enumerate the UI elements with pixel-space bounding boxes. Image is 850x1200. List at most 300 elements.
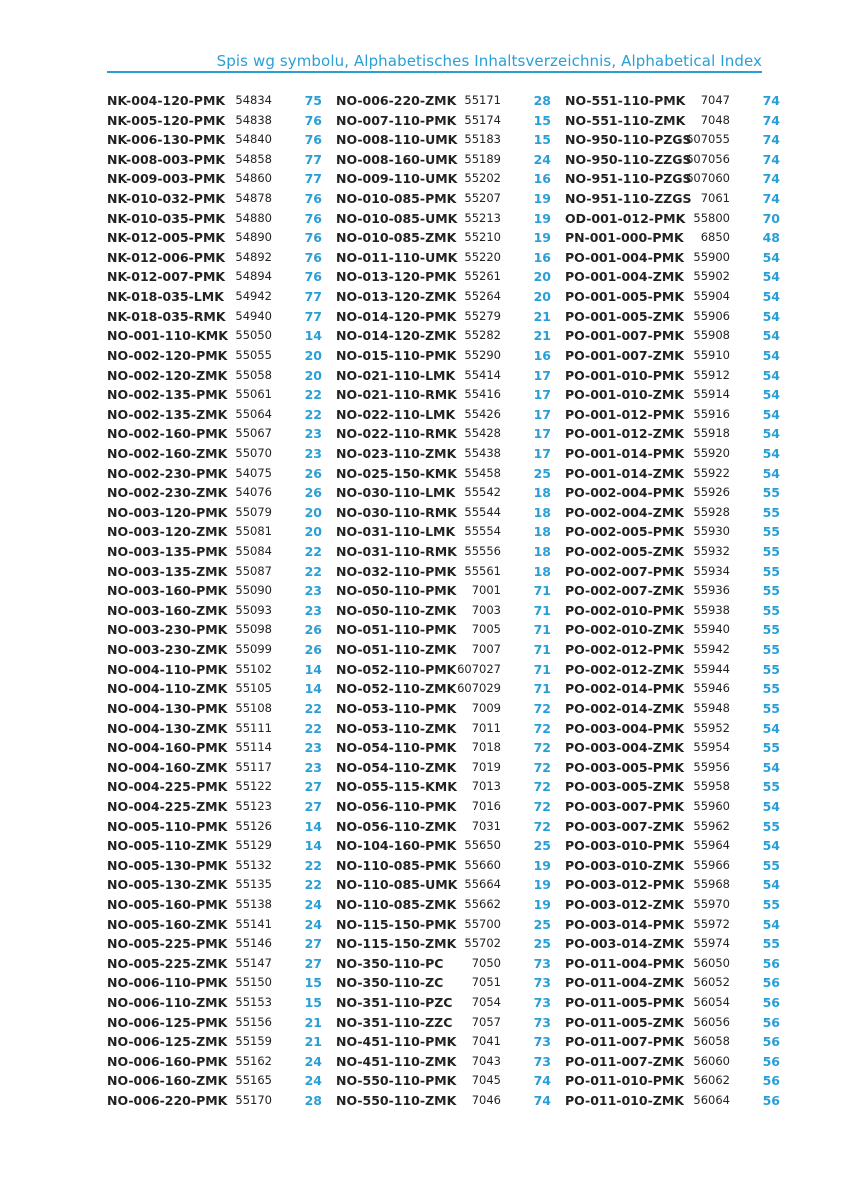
index-row [336,856,551,876]
product-symbol: PO-011-004-PMK [565,955,685,971]
index-row [336,326,551,346]
catalog-number: 54892 [235,249,272,264]
catalog-number: 55948 [693,700,730,715]
product-symbol: NO-350-110-PC [336,955,444,971]
page-number: 24 [533,151,551,167]
page-number: 77 [304,289,322,305]
catalog-number: 55902 [693,269,730,284]
page-number: 72 [533,700,551,716]
catalog-number: 55912 [693,367,730,382]
index-row [336,758,551,778]
product-symbol: NK-012-005-PMK [107,230,226,246]
page-number: 17 [533,387,551,403]
index-row [565,679,780,699]
index-row [565,875,780,895]
catalog-number: 55972 [693,916,730,931]
index-row [107,954,322,974]
product-symbol: NO-013-120-PMK [336,269,457,285]
page-number: 56 [762,975,780,991]
index-row [336,366,551,386]
page-number: 26 [304,465,322,481]
catalog-number: 55952 [693,720,730,735]
catalog-number: 55974 [693,936,730,951]
index-row [107,522,322,542]
product-symbol: NO-002-160-PMK [107,426,228,442]
index-row [107,1071,322,1091]
catalog-number: 55102 [235,661,272,676]
page-number: 21 [533,308,551,324]
page-number: 23 [304,759,322,775]
product-symbol: PO-011-005-PMK [565,995,685,1011]
page-number: 54 [762,445,780,461]
page-number: 71 [533,622,551,638]
index-row [107,817,322,837]
page-number: 56 [762,1093,780,1109]
catalog-number: 55207 [464,191,501,206]
catalog-number: 54940 [235,308,272,323]
index-row [336,875,551,895]
index-row [107,248,322,268]
page-number: 22 [304,544,322,560]
index-row [107,1032,322,1052]
page-number: 15 [533,132,551,148]
product-symbol: NO-003-120-ZMK [107,524,228,540]
index-row [565,366,780,386]
product-symbol: NK-009-003-PMK [107,171,226,187]
page-number: 19 [533,230,551,246]
catalog-number: 7054 [471,995,501,1010]
page-number: 21 [304,1014,322,1030]
catalog-number: 55220 [464,249,501,264]
catalog-number: 55908 [693,328,730,343]
catalog-number: 7046 [471,1093,501,1108]
product-symbol: NO-030-110-RMK [336,504,457,520]
page-number: 22 [304,720,322,736]
index-row [107,679,322,699]
catalog-number: 55438 [464,445,501,460]
page-number: 27 [304,779,322,795]
product-symbol: NO-006-110-ZMK [107,995,228,1011]
product-symbol: NO-003-135-ZMK [107,563,228,579]
page-number: 55 [762,602,780,618]
catalog-number: 55290 [464,347,501,362]
product-symbol: NO-951-110-PZGS [565,171,692,187]
page-number: 17 [533,406,551,422]
page-number: 27 [304,798,322,814]
catalog-number: 55561 [464,563,501,578]
product-symbol: NO-054-110-PMK [336,740,457,756]
index-row [336,424,551,444]
product-symbol: NO-021-110-RMK [336,387,457,403]
catalog-number: 56058 [693,1034,730,1049]
catalog-number: 55936 [693,583,730,598]
product-symbol: PO-002-004-PMK [565,485,685,501]
catalog-number: 56064 [693,1093,730,1108]
page-number: 28 [533,93,551,108]
index-row [565,934,780,954]
product-symbol: NO-055-115-KMK [336,779,457,795]
catalog-number: 54860 [235,171,272,186]
page-number: 74 [762,132,780,148]
catalog-number: 7045 [471,1073,501,1088]
page-number: 73 [533,995,551,1011]
product-symbol: NO-002-135-ZMK [107,406,228,422]
page-number: 54 [762,387,780,403]
page-number: 73 [533,955,551,971]
product-symbol: PO-002-010-ZMK [565,622,684,638]
page-number: 55 [762,504,780,520]
catalog-number: 55954 [693,740,730,755]
page-number: 14 [304,328,322,344]
index-row [336,679,551,699]
page-number: 54 [762,465,780,481]
index-row [565,954,780,974]
index-row [336,542,551,562]
page-number: 24 [304,896,322,912]
page-number: 76 [304,132,322,148]
catalog-number: 607060 [686,171,730,186]
product-symbol: NO-950-110-PZGS [565,132,692,148]
page-number: 55 [762,779,780,795]
page-number: 72 [533,818,551,834]
index-row [336,503,551,523]
product-symbol: NO-002-230-ZMK [107,485,228,501]
index-row [107,91,322,111]
index-row [107,287,322,307]
page-number: 76 [304,210,322,226]
catalog-number: 55700 [464,916,501,931]
page-number: 25 [533,838,551,854]
catalog-number: 55542 [464,485,501,500]
index-row [336,934,551,954]
catalog-number: 55426 [464,406,501,421]
catalog-number: 55932 [693,544,730,559]
catalog-number: 55150 [235,975,272,990]
page-number: 54 [762,916,780,932]
catalog-number: 55123 [235,798,272,813]
product-symbol: NK-018-035-LMK [107,289,224,305]
catalog-number: 56056 [693,1014,730,1029]
catalog-number: 54942 [235,289,272,304]
page-number: 22 [304,406,322,422]
product-symbol: NO-006-220-PMK [107,1093,228,1109]
product-symbol: NO-005-160-PMK [107,896,228,912]
catalog-number: 55904 [693,289,730,304]
product-symbol: NO-003-230-ZMK [107,642,228,658]
page-number: 22 [304,387,322,403]
page-number: 74 [533,1093,551,1109]
index-row [336,620,551,640]
catalog-number: 55544 [464,504,501,519]
index-row [565,719,780,739]
catalog-number: 55928 [693,504,730,519]
page-number: 22 [304,563,322,579]
page-number: 74 [762,171,780,187]
product-symbol: NO-021-110-LMK [336,367,456,383]
catalog-number: 55098 [235,622,272,637]
page-number: 19 [533,877,551,893]
catalog-number: 7018 [471,740,501,755]
page-number: 19 [533,210,551,226]
page-number: 76 [304,230,322,246]
catalog-number: 7031 [471,818,501,833]
catalog-number: 7043 [471,1053,501,1068]
product-symbol: PO-011-007-PMK [565,1034,685,1050]
catalog-number: 55942 [693,642,730,657]
page-number: 24 [304,1073,322,1089]
index-row [107,366,322,386]
index-row [565,699,780,719]
page-number: 24 [304,916,322,932]
catalog-number: 55165 [235,1073,272,1088]
index-row [107,758,322,778]
product-symbol: NO-551-110-ZMK [565,112,686,128]
catalog-number: 55079 [235,504,272,519]
index-row [107,797,322,817]
product-symbol: NO-451-110-PMK [336,1034,457,1050]
index-row [565,895,780,915]
catalog-number: 55135 [235,877,272,892]
index-row [107,424,322,444]
catalog-number: 7016 [471,798,501,813]
catalog-number: 55156 [235,1014,272,1029]
product-symbol: NO-015-110-PMK [336,347,457,363]
page-number: 54 [762,328,780,344]
catalog-number: 7009 [471,700,501,715]
index-row [565,1091,780,1111]
index-row [336,1091,551,1111]
page-number: 54 [762,347,780,363]
page-number: 18 [533,524,551,540]
catalog-number: 607029 [457,681,501,696]
product-symbol: NO-004-110-PMK [107,661,228,677]
index-row [565,483,780,503]
product-symbol: NO-551-110-PMK [565,93,686,108]
product-symbol: PO-003-004-PMK [565,720,685,736]
page-number: 20 [533,269,551,285]
product-symbol: PO-002-007-ZMK [565,583,684,599]
index-row [565,405,780,425]
index-row [565,581,780,601]
product-symbol: NO-002-135-PMK [107,387,228,403]
catalog-number: 55061 [235,387,272,402]
product-symbol: NO-050-110-PMK [336,583,457,599]
page-number: 22 [304,700,322,716]
index-row [336,228,551,248]
index-column-1 [107,91,322,1111]
index-row [107,601,322,621]
index-row [565,169,780,189]
page-number: 74 [762,191,780,207]
catalog-number: 55970 [693,896,730,911]
page-number: 14 [304,838,322,854]
catalog-number: 55416 [464,387,501,402]
index-row [336,346,551,366]
catalog-number: 55660 [464,857,501,872]
page-number: 20 [304,347,322,363]
page-number: 77 [304,151,322,167]
index-row [565,228,780,248]
catalog-number: 55141 [235,916,272,931]
index-row [107,405,322,425]
product-symbol: NO-014-120-ZMK [336,328,457,344]
index-row [107,562,322,582]
index-row [336,91,551,111]
product-symbol: PO-011-010-PMK [565,1073,685,1089]
page-number: 23 [304,583,322,599]
catalog-number: 55064 [235,406,272,421]
index-row [565,444,780,464]
page-number: 56 [762,955,780,971]
index-row [565,326,780,346]
index-row [107,209,322,229]
index-row [565,660,780,680]
index-row [336,562,551,582]
product-symbol: NO-003-120-PMK [107,504,228,520]
product-symbol: NO-550-110-PMK [336,1073,457,1089]
page-number: 76 [304,249,322,265]
page-number: 19 [533,857,551,873]
catalog-number: 55213 [464,210,501,225]
catalog-number: 55664 [464,877,501,892]
index-row [336,483,551,503]
product-symbol: NO-056-110-ZMK [336,818,457,834]
index-row [107,483,322,503]
catalog-number: 55414 [464,367,501,382]
catalog-number: 55132 [235,857,272,872]
index-row [336,287,551,307]
index-row [107,581,322,601]
product-symbol: PO-011-004-ZMK [565,975,684,991]
catalog-number: 55202 [464,171,501,186]
catalog-number: 55183 [464,132,501,147]
page-number: 16 [533,249,551,265]
index-row [107,934,322,954]
catalog-number: 55117 [235,759,272,774]
product-symbol: NO-011-110-UMK [336,249,458,265]
page-number: 18 [533,563,551,579]
product-symbol: PO-002-012-PMK [565,642,685,658]
product-symbol: PO-002-007-PMK [565,563,685,579]
catalog-number: 55174 [464,112,501,127]
catalog-number: 55105 [235,681,272,696]
product-symbol: NK-005-120-PMK [107,112,226,128]
page-number: 18 [533,485,551,501]
index-row [336,1032,551,1052]
product-symbol: NO-950-110-ZZGS [565,151,692,167]
index-row [336,640,551,660]
page-number: 72 [533,759,551,775]
page-number: 26 [304,642,322,658]
index-row [565,777,780,797]
catalog-number: 55934 [693,563,730,578]
index-row [107,895,322,915]
product-symbol: NK-018-035-RMK [107,308,226,324]
catalog-number: 55900 [693,249,730,264]
index-row [336,1052,551,1072]
catalog-number: 7011 [471,720,501,735]
page-number: 76 [304,191,322,207]
product-symbol: PO-003-012-ZMK [565,896,684,912]
page-number: 56 [762,1034,780,1050]
index-row [107,699,322,719]
page-number: 73 [533,1014,551,1030]
catalog-number: 55662 [464,896,501,911]
product-symbol: PO-003-014-PMK [565,916,685,932]
catalog-number: 55906 [693,308,730,323]
page-number: 76 [304,112,322,128]
page-number: 54 [762,720,780,736]
product-symbol: NK-010-035-PMK [107,210,226,226]
page-number: 71 [533,642,551,658]
index-row [107,385,322,405]
product-symbol: PO-011-005-ZMK [565,1014,684,1030]
index-row [336,1071,551,1091]
page-number: 71 [533,583,551,599]
catalog-number: 55087 [235,563,272,578]
page-number: 18 [533,504,551,520]
catalog-number: 54834 [235,93,272,107]
index-row [336,817,551,837]
catalog-number: 55093 [235,602,272,617]
catalog-number: 55108 [235,700,272,715]
product-symbol: OD-001-012-PMK [565,210,686,226]
index-row [336,836,551,856]
product-symbol: NO-032-110-PMK [336,563,457,579]
index-row [336,954,551,974]
product-symbol: NO-451-110-ZMK [336,1053,457,1069]
index-row [565,601,780,621]
product-symbol: NO-002-120-ZMK [107,367,228,383]
index-row [336,738,551,758]
index-row [107,777,322,797]
page-number: 20 [304,524,322,540]
catalog-number: 6850 [700,230,730,245]
index-row [107,660,322,680]
index-row [107,1052,322,1072]
product-symbol: NO-002-230-PMK [107,465,228,481]
product-symbol: NO-053-110-ZMK [336,720,457,736]
product-symbol: PO-001-010-ZMK [565,387,684,403]
catalog-number: 55918 [693,426,730,441]
index-row [336,267,551,287]
catalog-number: 607056 [686,151,730,166]
catalog-number: 55162 [235,1053,272,1068]
product-symbol: PO-002-014-PMK [565,681,685,697]
product-symbol: NK-006-130-PMK [107,132,226,148]
catalog-number: 56060 [693,1053,730,1068]
index-row [107,464,322,484]
index-row [565,287,780,307]
index-row [565,758,780,778]
index-row [565,189,780,209]
page-number: 70 [762,210,780,226]
catalog-number: 55170 [235,1093,272,1108]
page-number: 25 [533,465,551,481]
index-row [565,1013,780,1033]
product-symbol: NO-006-160-ZMK [107,1073,228,1089]
catalog-number: 55650 [464,838,501,853]
catalog-number: 55159 [235,1034,272,1049]
index-row [336,130,551,150]
page-number: 55 [762,857,780,873]
catalog-number: 56062 [693,1073,730,1088]
product-symbol: NK-004-120-PMK [107,93,226,108]
page-number: 20 [304,367,322,383]
index-row [107,1091,322,1111]
page-number: 54 [762,269,780,285]
catalog-number: 55114 [235,740,272,755]
